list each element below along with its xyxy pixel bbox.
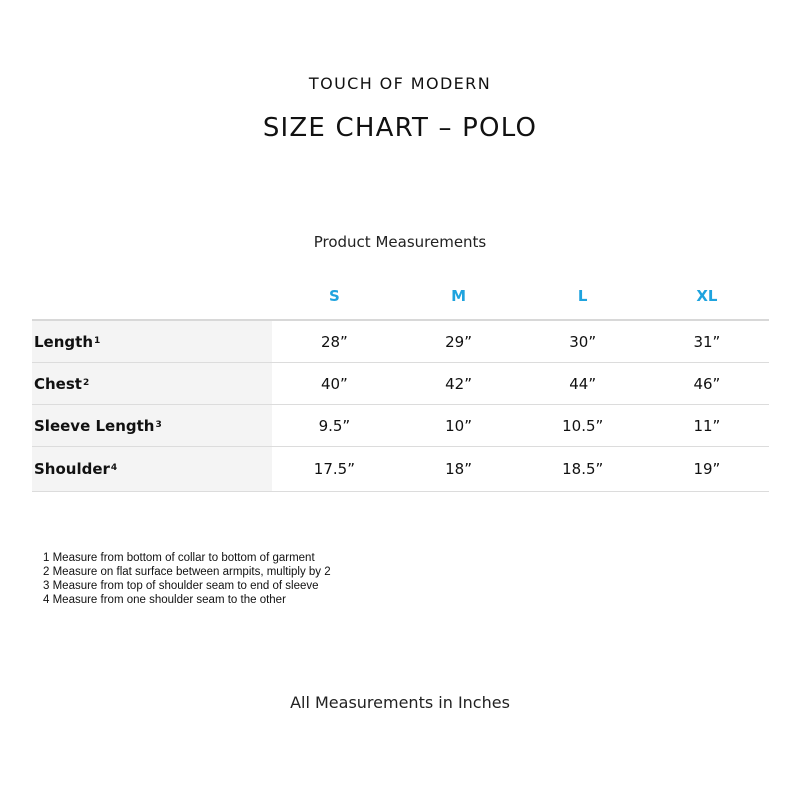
row-label-text: Length xyxy=(34,332,93,351)
table-cell: 18.5” xyxy=(521,447,645,492)
size-header-s: S xyxy=(272,273,396,320)
footnotes xyxy=(43,551,331,607)
units-note: All Measurements in Inches xyxy=(290,693,510,712)
table-cell: 40” xyxy=(272,363,396,405)
table-cell: 17.5” xyxy=(272,447,396,492)
footnote-2: 2 Measure on flat surface between armpits, multiply by 2 xyxy=(43,566,331,578)
table-cell: 29” xyxy=(396,320,520,363)
size-header-l: L xyxy=(521,273,645,320)
row-label-chest xyxy=(32,363,272,405)
table-row xyxy=(32,405,769,447)
row-label-sleeve-length xyxy=(32,405,272,447)
footnote-4: 4 Measure from one shoulder seam to the other xyxy=(43,594,286,606)
table-row xyxy=(32,447,769,492)
row-label-shoulder xyxy=(32,447,272,492)
page-title: SIZE CHART – POLO xyxy=(262,113,538,143)
footnote-1: 1 Measure from bottom of collar to bottom of garment xyxy=(43,552,315,564)
table-cell: 28” xyxy=(272,320,396,363)
table-row xyxy=(32,320,769,363)
size-header-m: M xyxy=(396,273,520,320)
table-cell: 30” xyxy=(521,320,645,363)
table-cell: 44” xyxy=(521,363,645,405)
table-subtitle: Product Measurements xyxy=(313,233,487,251)
header-corner-cell xyxy=(32,273,272,320)
footnote-marker: 2 xyxy=(82,377,90,388)
size-header-row xyxy=(32,273,769,320)
table-cell: 10” xyxy=(396,405,520,447)
table-cell: 46” xyxy=(645,363,769,405)
brand-logo-text: TOUCH OF MODERN xyxy=(308,74,492,93)
row-label-text: Shoulder xyxy=(34,460,110,478)
table-cell: 42” xyxy=(396,363,520,405)
table-cell: 18” xyxy=(396,447,520,492)
table-cell: 10.5” xyxy=(521,405,645,447)
size-header-xl: XL xyxy=(645,273,769,320)
table-cell: 19” xyxy=(645,447,769,492)
row-label-text: Sleeve Length xyxy=(34,416,155,435)
size-table xyxy=(32,273,769,492)
footnote-marker: 4 xyxy=(110,463,118,473)
footnote-marker: 1 xyxy=(94,335,101,346)
table-cell: 11” xyxy=(645,405,769,447)
row-label-text: Chest xyxy=(34,374,82,393)
table-cell: 31” xyxy=(645,320,769,363)
table-row xyxy=(32,363,769,405)
footnote-marker: 3 xyxy=(155,419,162,430)
footnote-3: 3 Measure from top of shoulder seam to end of sleeve xyxy=(43,580,319,592)
table-cell: 9.5” xyxy=(272,405,396,447)
row-label-length xyxy=(32,320,272,363)
